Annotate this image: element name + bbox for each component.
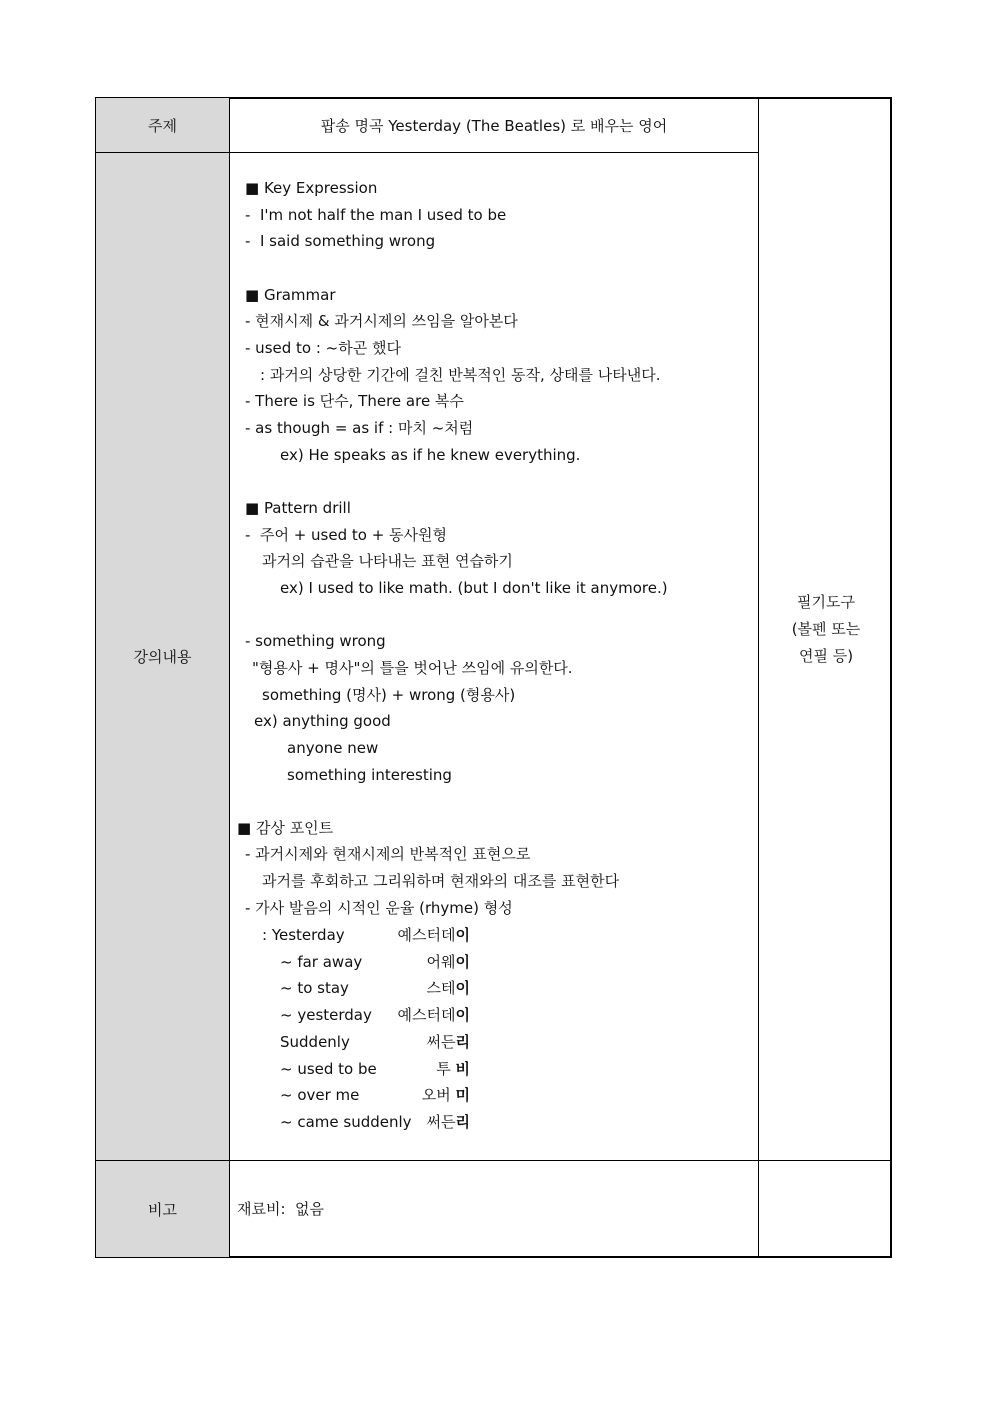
rhyme-korean-stem: 예스터데 bbox=[397, 926, 456, 944]
lecture-content-cell bbox=[229, 152, 759, 1161]
rhyme-english: ~ came suddenly bbox=[280, 1112, 412, 1131]
content-line: 과거의 습관을 나타내는 표현 연습하기 bbox=[262, 552, 513, 570]
rhyme-ending: 이 bbox=[455, 952, 470, 971]
rhyme-english: ~ far away bbox=[280, 952, 363, 971]
lesson-plan-table bbox=[95, 97, 892, 1258]
content-line: "형용사 + 명사"의 틀을 벗어난 쓰임에 유의한다. bbox=[252, 659, 573, 677]
rhyme-english: : Yesterday bbox=[262, 926, 345, 944]
rhyme-ending: 비 bbox=[455, 1059, 470, 1078]
content-line: - I'm not half the man I used to be bbox=[245, 206, 507, 224]
content-line: - as though = as if : 마치 ~처럼 bbox=[245, 419, 474, 437]
rhyme-ending: 이 bbox=[455, 1006, 470, 1025]
rhyme-korean-stem: 써든 bbox=[426, 1032, 456, 1051]
lecture-label-cell bbox=[95, 152, 230, 1161]
rhyme-english: ~ yesterday bbox=[280, 1006, 372, 1025]
materials-line: 연필 등) bbox=[798, 647, 854, 665]
materials-line: 필기도구 bbox=[797, 593, 855, 611]
content-line: ex) He speaks as if he knew everything. bbox=[280, 446, 581, 464]
rhyme-ending: 리 bbox=[455, 1032, 470, 1051]
remarks-value-cell bbox=[229, 1160, 759, 1258]
section-heading: ■ Grammar bbox=[245, 286, 336, 304]
remarks-value: 재료비: 없음 bbox=[237, 1200, 325, 1218]
rhyme-english: ~ used to be bbox=[280, 1059, 377, 1078]
section-heading: ■ 감상 포인트 bbox=[237, 819, 334, 837]
content-line: - 가사 발음의 시적인 운율 (rhyme) 형성 bbox=[245, 899, 513, 917]
materials-line: (볼펜 또는 bbox=[791, 620, 861, 638]
content-line: - There is 단수, There are 복수 bbox=[245, 392, 464, 410]
content-line: - I said something wrong bbox=[245, 232, 436, 250]
rhyme-korean-stem: 예스터데 bbox=[397, 1006, 456, 1025]
content-line: ex) I used to like math. (but I don't like it anymore.) bbox=[280, 579, 668, 597]
rhyme-english: ~ to stay bbox=[280, 979, 349, 998]
content-line: something (명사) + wrong (형용사) bbox=[262, 686, 516, 704]
rhyme-korean-stem: 투 bbox=[436, 1059, 456, 1078]
materials-text bbox=[759, 589, 893, 670]
content-line: 과거를 후회하고 그리워하며 현재와의 대조를 표현한다 bbox=[262, 872, 620, 890]
rhyme-english: ~ over me bbox=[280, 1086, 360, 1105]
topic-value: 팝송 명곡 Yesterday (The Beatles) 로 배우는 영어 bbox=[320, 116, 668, 135]
remarks-extra-cell bbox=[758, 1160, 892, 1258]
rhyme-english: Suddenly bbox=[280, 1032, 350, 1051]
section-heading: ■ Pattern drill bbox=[245, 499, 351, 517]
rhyme-korean-stem: 오버 bbox=[421, 1086, 456, 1105]
content-line: - 과거시제와 현재시제의 반복적인 표현으로 bbox=[245, 845, 531, 863]
lecture-label: 강의내용 bbox=[133, 648, 192, 666]
content-line: - 현재시제 & 과거시제의 쓰임을 알아본다 bbox=[245, 312, 518, 330]
content-line: - used to : ~하곤 했다 bbox=[245, 339, 401, 357]
rhyme-ending: 리 bbox=[455, 1112, 470, 1131]
rhyme-ending: 이 bbox=[455, 979, 470, 998]
rhyme-ending: 미 bbox=[455, 1086, 470, 1105]
content-line: - something wrong bbox=[245, 632, 386, 650]
rhyme-korean-stem: 어웨 bbox=[426, 952, 456, 971]
remarks-label-cell bbox=[95, 1160, 230, 1258]
topic-label: 주제 bbox=[148, 116, 177, 135]
topic-label-cell bbox=[95, 97, 230, 153]
content-line: something interesting bbox=[287, 766, 452, 784]
content-line: ex) anything good bbox=[254, 712, 391, 730]
rhyme-korean-stem: 스테 bbox=[426, 979, 456, 998]
section-heading: ■ Key Expression bbox=[245, 179, 378, 197]
content-line: anyone new bbox=[287, 739, 379, 757]
rhyme-korean-stem: 써든 bbox=[426, 1112, 456, 1131]
materials-cell bbox=[758, 97, 892, 1161]
topic-value-cell bbox=[229, 97, 759, 153]
remarks-label: 비고 bbox=[148, 1200, 177, 1219]
rhyme-ending: 이 bbox=[455, 926, 470, 944]
content-line: - 주어 + used to + 동사원형 bbox=[245, 526, 447, 544]
content-line: : 과거의 상당한 기간에 걸친 반복적인 동작, 상태를 나타낸다. bbox=[260, 366, 661, 384]
